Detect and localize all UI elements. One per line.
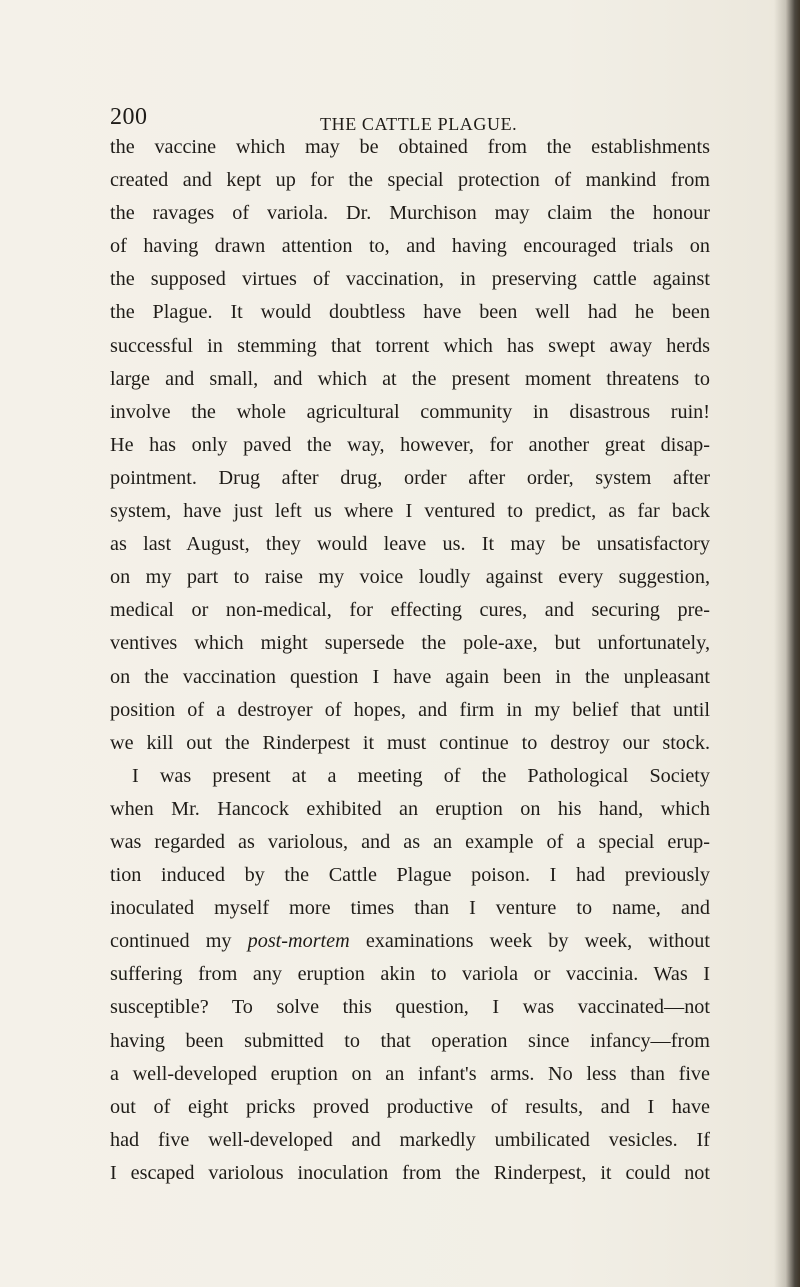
text-line: large and small, and which at the present moment threatens to <box>110 367 710 390</box>
text-line: system, have just left us where I ventured to predict, as far back <box>110 500 710 523</box>
italic-phrase: post-mortem <box>247 930 350 953</box>
body-text <box>110 131 710 1190</box>
text-line: had five well-developed and markedly umbilicated vesicles. If <box>110 1128 710 1151</box>
text-line: susceptible? To solve this question, I was vaccinated—not <box>110 996 710 1019</box>
text-line: the ravages of variola. Dr. Murchison may claim the honour <box>110 202 710 225</box>
text-line: position of a destroyer of hopes, and firm in my belief that until <box>110 698 710 721</box>
page-number: 200 <box>110 104 148 130</box>
running-title: THE CATTLE PLAGUE. <box>320 114 518 134</box>
text-line: as last August, they would leave us. It may be unsatisfactory <box>110 533 710 556</box>
line-prefix: continued my <box>110 930 248 953</box>
text-line: successful in stemming that torrent which has swept away herds <box>110 334 710 357</box>
text-line: inoculated myself more times than I venture to name, and <box>110 897 710 920</box>
text-line: on the vaccination question I have again been in the unpleasant <box>110 665 710 688</box>
text-line: created and kept up for the special protection of mankind from <box>110 169 710 192</box>
paragraph-start-line: I was present at a meeting of the Pathological Society <box>132 764 710 787</box>
text-line: I escaped variolous inoculation from the Rinderpest, it could not <box>110 1161 710 1184</box>
text-line: was regarded as variolous, and as an example of a special erup- <box>110 830 710 853</box>
text-line: on my part to raise my voice loudly against every suggestion, <box>110 566 710 589</box>
text-line: He has only paved the way, however, for another great disap- <box>110 433 710 456</box>
text-line: a well-developed eruption on an infant's arms. No less than five <box>110 1062 710 1085</box>
text-line: out of eight pricks proved productive of results, and I have <box>110 1095 710 1118</box>
text-line: we kill out the Rinderpest it must continue to destroy our stock. <box>110 731 710 754</box>
text-line: tion induced by the Cattle Plague poison. I had previously <box>110 864 710 887</box>
page-edge-shadow <box>774 0 800 1287</box>
text-line: the supposed virtues of vaccination, in preserving cattle against <box>110 268 710 291</box>
text-line: medical or non-medical, for effecting cures, and securing pre- <box>110 599 710 622</box>
text-line: having been submitted to that operation since infancy—from <box>110 1029 710 1052</box>
text-line: the Plague. It would doubtless have been well had he been <box>110 301 710 324</box>
text-line: suffering from any eruption akin to variola or vaccinia. Was I <box>110 963 710 986</box>
text-line: involve the whole agricultural community in disastrous ruin! <box>110 400 710 423</box>
text-line-italic <box>110 925 710 958</box>
text-line: of having drawn attention to, and having encouraged trials on <box>110 235 710 258</box>
text-line: ventives which might supersede the pole-axe, but unfortunately, <box>110 632 710 655</box>
text-line: when Mr. Hancock exhibited an eruption on his hand, which <box>110 797 710 820</box>
text-line: pointment. Drug after drug, order after order, system after <box>110 466 710 489</box>
text-line: the vaccine which may be obtained from the establishments <box>110 136 710 158</box>
line-suffix: examinations week by week, without <box>349 930 710 953</box>
